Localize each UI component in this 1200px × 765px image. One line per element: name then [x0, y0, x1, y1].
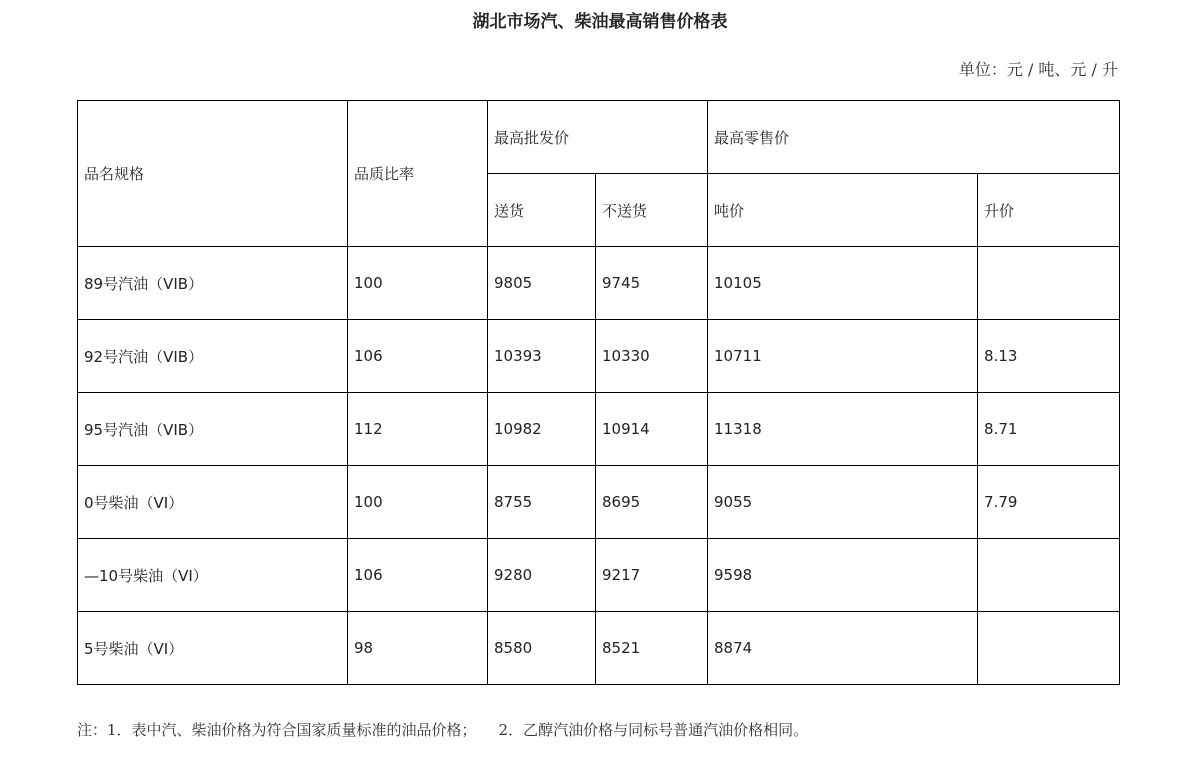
cell-name: 95号汽油（VIB）: [78, 393, 348, 466]
cell-per-ton: 10711: [708, 320, 978, 393]
cell-name: 0号柴油（VI）: [78, 466, 348, 539]
cell-name: 92号汽油（VIB）: [78, 320, 348, 393]
cell-per-liter: [978, 612, 1120, 685]
cell-name: 89号汽油（VIB）: [78, 247, 348, 320]
price-table: [77, 100, 1120, 685]
cell-per-ton: 8874: [708, 612, 978, 685]
cell-per-liter: 8.71: [978, 393, 1120, 466]
cell-not-delivered: 10914: [596, 393, 708, 466]
cell-delivered: 9805: [488, 247, 596, 320]
footnote-part-2: 2．乙醇汽油价格与同标号普通汽油价格相同。: [498, 721, 809, 739]
header-quality-ratio: 品质比率: [348, 101, 488, 247]
footnote: [77, 718, 1177, 742]
cell-per-liter: [978, 539, 1120, 612]
cell-per-liter: [978, 247, 1120, 320]
header-retail: 最高零售价: [708, 101, 1120, 174]
table-row: [78, 539, 1120, 612]
cell-per-ton: 11318: [708, 393, 978, 466]
table-header-row: [78, 101, 1120, 174]
cell-name: —10号柴油（VI）: [78, 539, 348, 612]
cell-ratio: 100: [348, 247, 488, 320]
cell-delivered: 9280: [488, 539, 596, 612]
header-per-ton: 吨价: [708, 174, 978, 247]
table-row: [78, 466, 1120, 539]
cell-per-liter: 8.13: [978, 320, 1120, 393]
cell-ratio: 100: [348, 466, 488, 539]
cell-delivered: 8580: [488, 612, 596, 685]
page-title: 湖北市场汽、柴油最高销售价格表: [472, 12, 728, 32]
header-per-liter: 升价: [978, 174, 1120, 247]
cell-per-ton: 9055: [708, 466, 978, 539]
cell-not-delivered: 8695: [596, 466, 708, 539]
cell-ratio: 112: [348, 393, 488, 466]
cell-per-liter: 7.79: [978, 466, 1120, 539]
cell-not-delivered: 8521: [596, 612, 708, 685]
cell-ratio: 106: [348, 320, 488, 393]
cell-per-ton: 9598: [708, 539, 978, 612]
cell-delivered: 8755: [488, 466, 596, 539]
header-not-delivered: 不送货: [596, 174, 708, 247]
table-row: [78, 247, 1120, 320]
table-row: [78, 320, 1120, 393]
header-name: 品名规格: [78, 101, 348, 247]
cell-delivered: 10393: [488, 320, 596, 393]
header-delivered: 送货: [488, 174, 596, 247]
cell-not-delivered: 10330: [596, 320, 708, 393]
header-wholesale: 最高批发价: [488, 101, 708, 174]
cell-not-delivered: 9745: [596, 247, 708, 320]
cell-name: 5号柴油（VI）: [78, 612, 348, 685]
cell-ratio: 106: [348, 539, 488, 612]
cell-delivered: 10982: [488, 393, 596, 466]
cell-ratio: 98: [348, 612, 488, 685]
footnote-part-1: 注：1．表中汽、柴油价格为符合国家质量标准的油品价格；: [77, 721, 477, 739]
table-row: [78, 393, 1120, 466]
cell-not-delivered: 9217: [596, 539, 708, 612]
table-row: [78, 612, 1120, 685]
unit-label: 单位：元 / 吨、元 / 升: [958, 60, 1118, 79]
cell-per-ton: 10105: [708, 247, 978, 320]
